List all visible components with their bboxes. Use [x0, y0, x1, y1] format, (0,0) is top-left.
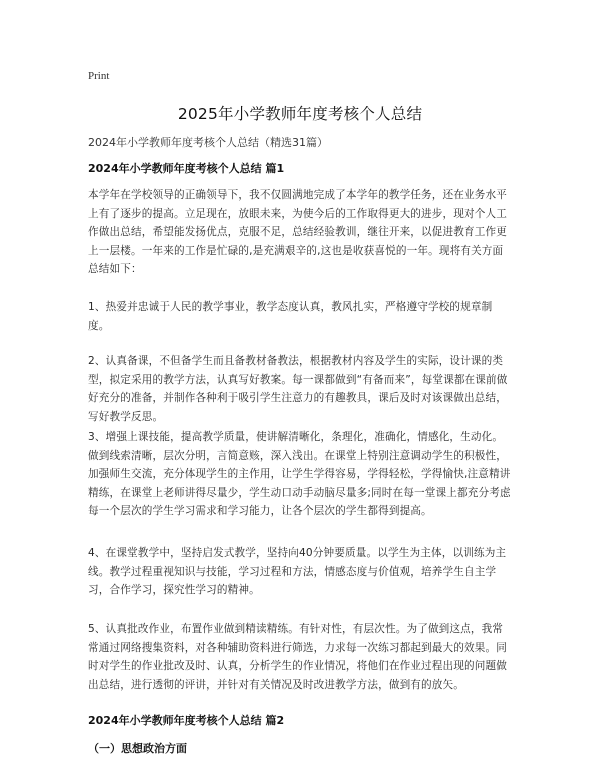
page-title: 2025年小学教师年度考核个人总结	[177, 105, 423, 123]
section-1-paragraph-intro: 本学年在学校领导的正确领导下，我不仅圆满地完成了本学年的教学任务，还在业务水平上有了逐步的提高。立足现在，放眼未来，为使今后的工作取得更大的进步，现对个人工作做出总结，希望能发扬优点，克服不足，总结经验教训，继往开来，以促进教育工作更上一层楼。一年来的工作是忙碌的,是充满艰辛的,这也是收获喜悦的一年。现将有关方面总结如下：	[88, 189, 508, 275]
section-2-heading: 2024年小学教师年度考核个人总结 篇2	[88, 714, 285, 727]
section-2-subheading: （一）思想政治方面	[88, 742, 187, 755]
document-subtitle: 2024年小学教师年度考核个人总结（精选31篇）	[88, 136, 328, 149]
section-1-paragraph-4: 4、在课堂教学中，坚持启发式教学，坚持向40分钟要质量。以学生为主体，以训练为主线。教学过程重视知识与技能，学习过程和方法，情感态度与价值观，培养学生自主学习，合作学习，探究性学习的精神。	[88, 547, 507, 596]
section-1-heading: 2024年小学教师年度考核个人总结 篇1	[88, 162, 285, 175]
section-1-paragraph-2: 2、认真备课，不但备学生而且备教材备教法，根据教材内容及学生的实际，设计课的类型，拟定采用的教学方法，认真写好教案。每一课都做到“有备而来”，每堂课都在课前做好充分的准备，并制作各种利于吸引学生注意力的有趣教具，课后及时对该课做出总结，写好教学反思。	[88, 355, 508, 423]
print-link[interactable]: Print	[88, 70, 110, 82]
section-1-paragraph-3: 3、增强上课技能，提高教学质量，使讲解清晰化，条理化，准确化，情感化，生动化。做到线索清晰，层次分明，言简意赅，深入浅出。在课堂上特别注意调动学生的积极性，加强师生交流，充分体现学生的主作用，让学生学得容易，学得轻松，学得愉快,注意精讲精练，在课堂上老师讲得尽量少，学生动口动手动脑尽量多;同时在每一堂课上都充分考虑每一个层次的学生学习需求和学习能力，让各个层次的学生都得到提高。	[88, 431, 511, 517]
section-1-paragraph-1: 1、热爱并忠诚于人民的教学事业，教学态度认真，教风扎实，严格遵守学校的规章制度。	[88, 301, 493, 332]
section-1-paragraph-5: 5、认真批改作业，布置作业做到精读精练。有针对性，有层次性。为了做到这点，我常常通过网络搜集资料，对各种辅助资料进行筛选，力求每一次练习都起到最大的效果。同时对学生的作业批改及时、认真，分析学生的作业情况，将他们在作业过程出现的问题做出总结，进行透彻的评讲，并针对有关情况及时改进教学方法，做到有的放矢。	[88, 623, 508, 691]
